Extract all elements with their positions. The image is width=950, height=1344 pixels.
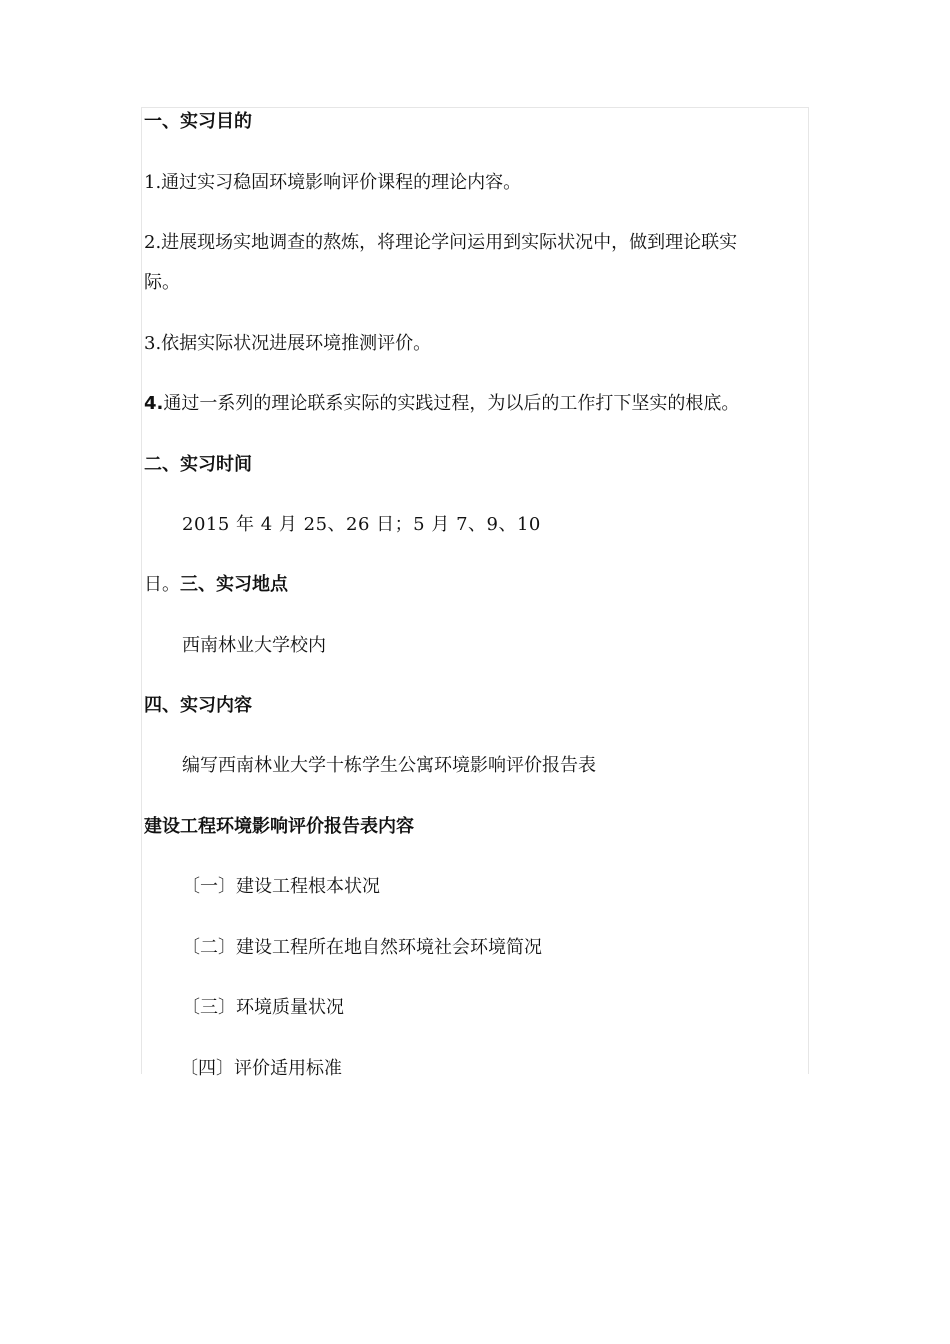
section4-heading: 四、实习内容 <box>144 695 252 716</box>
practice-date: 2015 年 4 月 25、26 日；5 月 7、9、10 <box>182 514 541 535</box>
section2-heading: 二、实习时间 <box>144 454 252 475</box>
practice-location: 西南林业大学校内 <box>182 635 326 656</box>
report-heading: 建设工程环境影响评价报告表内容 <box>144 816 414 837</box>
objective-item-4 <box>144 392 739 416</box>
report-item-1: 〔一〕建设工程根本状况 <box>182 876 380 897</box>
report-item-4: 〔四〕评价适用标准 <box>180 1058 342 1079</box>
objective-item-2-line2: 际。 <box>144 272 180 293</box>
section1-heading: 一、实习目的 <box>144 111 252 132</box>
practice-date-tail: 日。 <box>144 574 180 595</box>
objective-item-1: 1.通过实习稳固环境影响评价课程的理论内容。 <box>144 172 522 193</box>
date-tail-and-section3 <box>144 573 288 597</box>
practice-content: 编写西南林业大学十栋学生公寓环境影响评价报告表 <box>182 755 596 776</box>
objective-item-4-number: 4. <box>144 393 164 414</box>
objective-item-2-line1: 2.进展现场实地调查的熬炼，将理论学问运用到实际状况中，做到理论联实 <box>144 232 738 253</box>
section3-heading: 三、实习地点 <box>180 574 288 595</box>
objective-item-4-text: 通过一系列的理论联系实际的实践过程，为以后的工作打下坚实的根底。 <box>163 393 740 414</box>
objective-item-3: 3.依据实际状况进展环境推测评价。 <box>144 333 432 354</box>
report-item-3: 〔三〕环境质量状况 <box>182 997 344 1018</box>
report-item-2: 〔二〕建设工程所在地自然环境社会环境简况 <box>182 937 542 958</box>
